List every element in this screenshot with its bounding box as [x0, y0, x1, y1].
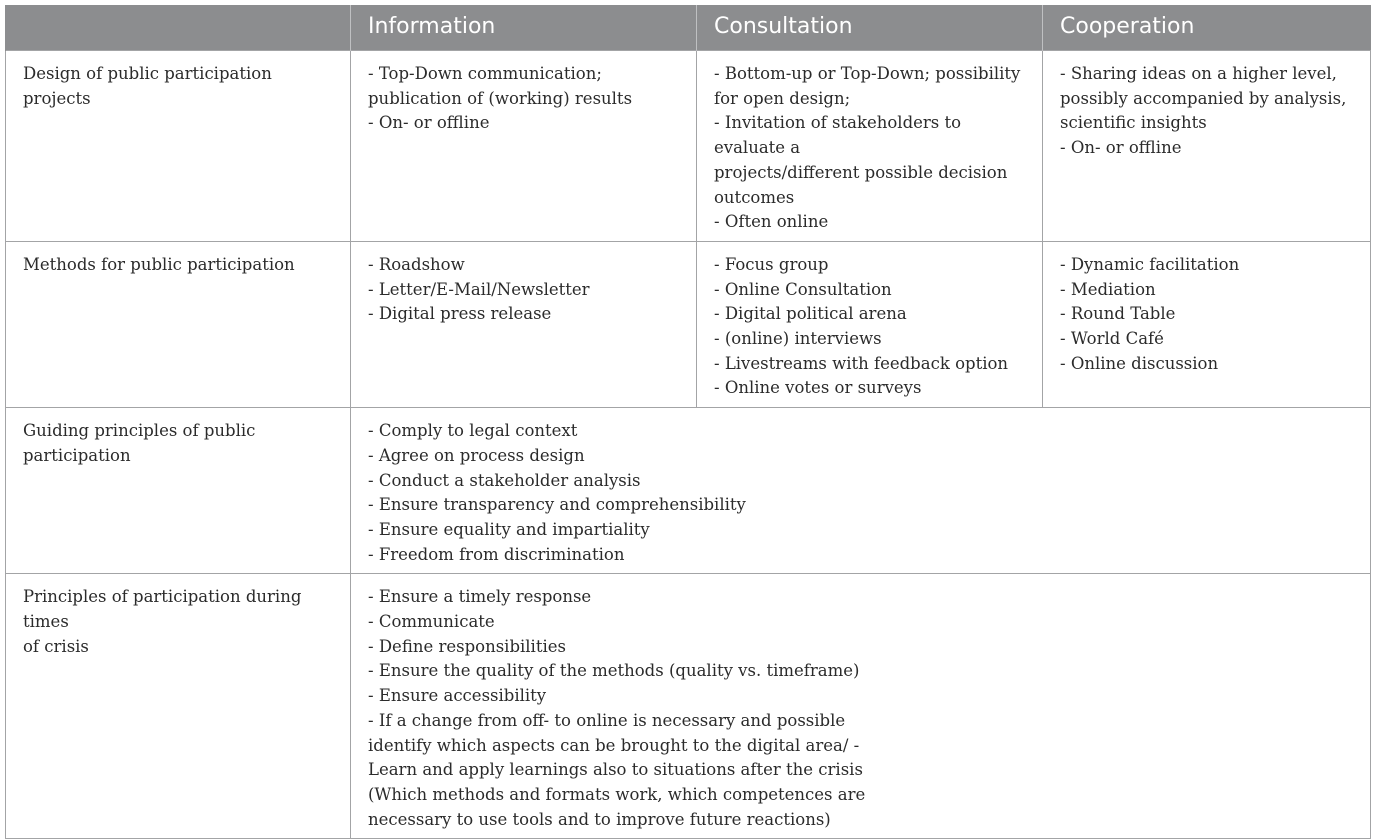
- table-row-design: [6, 51, 1371, 242]
- row-label-design: Design of public participation projects: [6, 51, 351, 242]
- header-information: Information: [351, 5, 697, 51]
- table-row-guiding-principles: [6, 408, 1371, 574]
- row-label-guiding-principles: Guiding principles of public participation: [6, 408, 351, 574]
- cell-methods-information: - Roadshow - Letter/E-Mail/Newsletter - Digital press release: [351, 241, 697, 407]
- table-row-methods: [6, 241, 1371, 407]
- participation-table: [5, 5, 1371, 839]
- header-row: [6, 5, 1371, 51]
- header-cooperation: Cooperation: [1043, 5, 1371, 51]
- row-label-crisis-principles: Principles of participation during times of crisis: [6, 574, 351, 839]
- cell-design-cooperation: - Sharing ideas on a higher level, possibly accompanied by analysis, scientific insights - On- or offline: [1043, 51, 1371, 242]
- row-label-methods: Methods for public participation: [6, 241, 351, 407]
- cell-design-consultation: - Bottom-up or Top-Down; possibility for open design; - Invitation of stakeholders to evaluate a projects/different possible decision outcomes - Often online: [697, 51, 1043, 242]
- header-consultation: Consultation: [697, 5, 1043, 51]
- cell-crisis-principles: - Ensure a timely response - Communicate - Define responsibilities - Ensure the quality of the methods (quality vs. timeframe) - Ensure accessibility - If a change from off- to online is necessary and possible identify which aspects can be brought to the digital area/ - Learn and apply learnings also to situations after the crisis (Which methods and formats work, which competences are necessary to use tools and to improve future reactions): [351, 574, 1371, 839]
- table-header: [6, 5, 1371, 51]
- cell-guiding-principles: - Comply to legal context - Agree on process design - Conduct a stakeholder analysis - Ensure transparency and comprehensibility - Ensure equality and impartiality - Freedom from discrimination: [351, 408, 1371, 574]
- table-row-crisis-principles: [6, 574, 1371, 839]
- cell-methods-consultation: - Focus group - Online Consultation - Digital political arena - (online) interviews - Livestreams with feedback option - Online votes or surveys: [697, 241, 1043, 407]
- cell-methods-cooperation: - Dynamic facilitation - Mediation - Round Table - World Café - Online discussion: [1043, 241, 1371, 407]
- table-body: [6, 51, 1371, 839]
- header-blank-cell: [6, 5, 351, 51]
- cell-design-information: - Top-Down communication; publication of (working) results - On- or offline: [351, 51, 697, 242]
